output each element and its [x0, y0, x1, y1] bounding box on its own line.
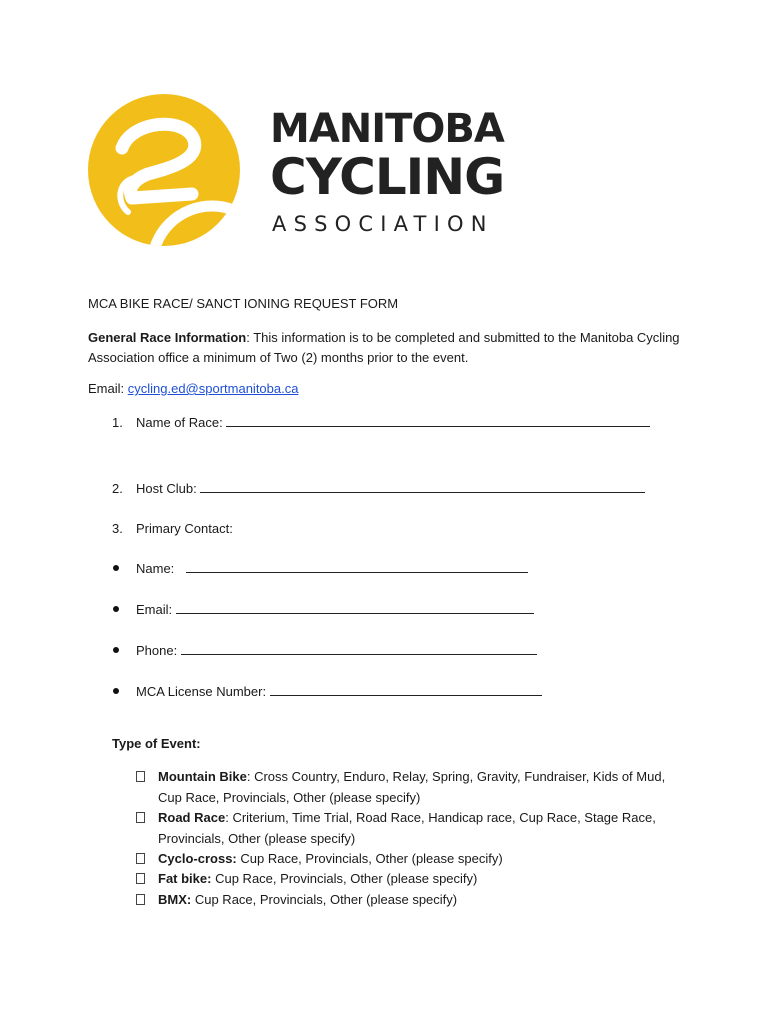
race-name-number: 1. [112, 415, 123, 430]
bullet-icon [113, 565, 119, 571]
email-link[interactable]: cycling.ed@sportmanitoba.ca [127, 381, 299, 396]
logo-text-cycling: CYCLING [270, 148, 505, 206]
contact-name-field[interactable] [186, 559, 528, 573]
bullet-icon [113, 688, 119, 694]
bullet-icon [113, 606, 119, 612]
license-number-field[interactable] [270, 682, 542, 696]
mountain-bike-label: Mountain Bike [158, 769, 247, 784]
primary-contact-number: 3. [112, 521, 123, 536]
host-club-number: 2. [112, 481, 123, 496]
contact-phone-row [136, 641, 537, 661]
road-race-checkbox[interactable] [136, 812, 145, 823]
bmx-checkbox[interactable] [136, 894, 145, 905]
host-club-field[interactable] [200, 479, 645, 493]
cycling-logo-mark-icon [88, 90, 240, 250]
primary-contact-label: Primary Contact: [136, 521, 233, 536]
license-number-row [136, 682, 542, 702]
cyclo-cross-checkbox[interactable] [136, 853, 145, 864]
mountain-bike-checkbox[interactable] [136, 771, 145, 782]
cyclo-cross-option [158, 849, 678, 870]
host-club-label: Host Club: [136, 481, 197, 496]
road-race-types: Criterium, Time Trial, Road Race, Handicap race, Cup Race, Stage Race, Provincials, Other (please specify) [158, 810, 656, 846]
contact-email-row [136, 600, 534, 620]
fat-bike-option [158, 869, 678, 890]
intro-label: General Race Information [88, 330, 247, 345]
license-number-label: MCA License Number: [136, 684, 267, 699]
bmx-option [158, 890, 678, 911]
bmx-label: BMX: [158, 892, 192, 907]
bmx-types: Cup Race, Provincials, Other (please specify) [194, 892, 458, 907]
mountain-bike-option: Mountain Bike: Cross Country, Enduro, Relay, Spring, Gravity, Fundraiser, Kids of Mud, Cup Race, Provincials, Other (please specify) [158, 769, 666, 805]
race-name-label: Name of Race: [136, 415, 223, 430]
contact-phone-label: Phone: [136, 643, 178, 658]
intro-text: : This information is to be completed and submitted to the Manitoba Cycling Association office a minimum of Two (2) months prior to the event. [88, 330, 680, 365]
intro-paragraph [88, 328, 688, 368]
road-race-option: Road Race: Criterium, Time Trial, Road Race, Handicap race, Cup Race, Stage Race, Provincials, Other (please specify) [158, 810, 656, 846]
contact-name-label: Name: [136, 561, 175, 576]
logo-text-manitoba: MANITOBA [270, 106, 504, 152]
contact-name-row [136, 559, 528, 579]
type-of-event-heading: Type of Event: [112, 736, 201, 751]
host-club-row [136, 479, 645, 499]
email-label: Email: [88, 381, 128, 396]
logo-text-association: ASSOCIATION [272, 212, 494, 236]
form-title: MCA BIKE RACE/ SANCT IONING REQUEST FORM [88, 296, 399, 311]
fat-bike-checkbox[interactable] [136, 873, 145, 884]
mountain-bike-types: Cross Country, Enduro, Relay, Spring, Gravity, Fundraiser, Kids of Mud, Cup Race, Provincials, Other (please specify) [158, 769, 666, 805]
cyclo-cross-types: Cup Race, Provincials, Other (please specify) [240, 851, 503, 866]
fat-bike-types: Cup Race, Provincials, Other (please specify) [215, 871, 478, 886]
email-line [88, 379, 298, 399]
association-logo [88, 90, 518, 250]
contact-email-field[interactable] [176, 600, 534, 614]
race-name-row [136, 413, 650, 433]
bullet-icon [113, 647, 119, 653]
cyclo-cross-label: Cyclo-cross: [158, 851, 237, 866]
fat-bike-label: Fat bike: [158, 871, 212, 886]
road-race-label: Road Race [158, 810, 226, 825]
contact-phone-field[interactable] [181, 641, 537, 655]
contact-email-label: Email: [136, 602, 173, 617]
race-name-field[interactable] [226, 413, 650, 427]
